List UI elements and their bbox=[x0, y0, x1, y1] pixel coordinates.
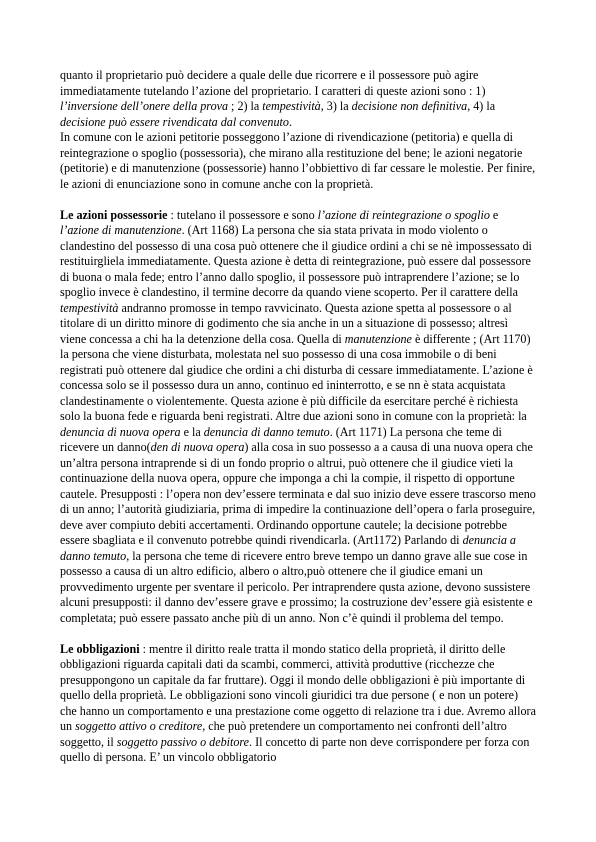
text-run: , 4) la bbox=[467, 99, 496, 113]
text-run: ) alla cosa in suo possesso a a causa di una nuova opera che un’altra persona intraprende si di un fondo proprio o altrui, può ottenere che il giudice vieti la continuazione della nuova opera, oppure che imponga a chi la compie, il rispetto di opportune cautele. Presupposti : l’opera non dev’essere terminata e dal suo inizio deve essere trascorso meno di un anno; l’autorità giudiziaria, prima di impedire la continuazione dell’opera o farla proseguire, deve aver compiuto debiti accertamenti. Ordinando opportune cautele; la decisione potrebbe essere sbagliata e il convenuto potrebbe quindi rivendicarla. (Art1172) Parlando di bbox=[60, 440, 536, 547]
text-run: . bbox=[288, 114, 292, 129]
emphasized-text: soggetto passivo o debitore bbox=[116, 734, 250, 749]
text-run: . (Art 1168) La persona che sia stata privata in modo violento o clandestino del possesso di una cosa può ottenere che il giudice ordini a chi se nè impossessato di restituirgliela immediatamente. Questa azione è detta di reintegrazione, può essere dal possessore di buona o mala fede; entro l’anno dallo spoglio, il possessore può intraprendere l’azione; se lo spoglio invece è clandestino, il termine decorre da quando viene scoperto. Per il carattere della bbox=[60, 223, 532, 299]
emphasized-text: tempestività bbox=[262, 99, 321, 113]
emphasized-text: soggetto attivo o creditore bbox=[75, 719, 203, 733]
emphasized-text: manutenzione bbox=[344, 331, 412, 346]
text-run: , la persona che teme di ricevere entro breve tempo un danno grave alle sue cose in possesso a causa di un altro edificio, albero o altro,può ottenere che il giudice emani un provvedimento urgente per sventare il pericolo. Per intraprendere qusta azione, devono sussistere alcuni presupposti: il danno dev’essere grave e prossimo; la costruzione dev’essere già esistente e completata; può essere passato anche più di un anno. Non c’è quindi il problema del tempo. bbox=[60, 548, 533, 625]
paragraph-spacer bbox=[60, 626, 536, 642]
paragraph-possessorie bbox=[60, 208, 536, 627]
text-run: : mentre il diritto reale tratta il mondo statico della proprietà, il diritto delle obbligazioni riguarda capitali dati da scambi, commerci, attività produttive (ricchezze che presuppongono un capitale da far fruttare). Oggi il mondo delle obbligazioni è più importante di quello della proprietà. Le obbligazioni sono vincoli giuridici tra due persone ( e non un potere) che hanno un comportamento e una prestazione come oggetto di relazione tra i due. Avremo allora un bbox=[60, 641, 536, 733]
emphasized-text: l’azione di manutenzione bbox=[60, 223, 182, 237]
text-run: : tutelano il possessore e sono bbox=[167, 207, 318, 222]
text-run: e la bbox=[180, 424, 204, 439]
emphasized-text: l’azione di reintegrazione o spoglio bbox=[317, 207, 490, 222]
text-run: In comune con le azioni petitorie posseggono l’azione di rivendicazione (petitoria) e quella di reintegrazione o spoglio (possessoria), che mirano alla restituzione del bene; le azioni negatorie (petitorie) e di manutenzione (possessorie) hanno l’obbiettivo di far cessare le molestie. Per finire, le azioni di enunciazione sono in comune anche con la proprietà. bbox=[60, 130, 536, 191]
emphasized-text: denuncia a danno temuto bbox=[60, 533, 516, 563]
emphasized-text: denuncia di nuova opera bbox=[60, 424, 181, 439]
emphasized-text: tempestività bbox=[60, 300, 119, 315]
paragraph-obbligazioni bbox=[60, 642, 536, 766]
emphasized-text: decisione non definitiva bbox=[351, 99, 468, 113]
text-run: . Il concetto di parte non deve corrispondere per forza con quello di persona. E’ un vincolo obbligatorio bbox=[60, 734, 530, 764]
text-run: e bbox=[489, 207, 499, 222]
text-run: quanto il proprietario può decidere a quale delle due ricorrere e il possessore può agire immediatamente tutelando l’azione del proprietario. I caratteri di queste azioni sono : 1) bbox=[60, 68, 486, 98]
document-body bbox=[60, 68, 536, 766]
paragraph-intro bbox=[60, 68, 536, 130]
text-run: ; 2) la bbox=[228, 99, 263, 113]
emphasized-text: den di nuova opera bbox=[150, 440, 245, 454]
section-heading: Le obbligazioni bbox=[60, 641, 140, 656]
text-run: , 3) la bbox=[320, 99, 352, 113]
text-run: andranno promosse in tempo ravvicinato. Questa azione spetta al possessore o al titolare di un diritto minore di godimento che sia anche in un a situazione di possesso; altresì viene concessa a chi ha la detenzione della cosa. Quella di bbox=[60, 300, 512, 346]
emphasized-text: decisione può essere rivendicata dal convenuto bbox=[60, 114, 289, 129]
text-run: , che può pretendere un comportamento nei confronti dell’altro soggetto, il bbox=[60, 719, 507, 749]
paragraph-petitorie bbox=[60, 130, 536, 192]
emphasized-text: denuncia di danno temuto bbox=[203, 424, 330, 439]
section-heading: Le azioni possessorie bbox=[60, 207, 168, 222]
emphasized-text: l’inversione dell’onere della prova bbox=[60, 99, 229, 113]
text-run: è differente ; (Art 1170) la persona che viene disturbata, molestata nel suo possesso di una cosa immobile o di beni registrati può ottenere dal giudice che ordini a chi disturba di cessare immediatamente. L’azione è concessa solo se il possesso dura un anno, continuo ed ininterrotto, e se nn è stata acquistata clandestinamente o violentemente. Questa azione è più difficile da esercitare perché è richiesta solo la buona fede e riguarda beni registrati. Altre due azioni sono in comune con la proprietà: la bbox=[60, 331, 533, 423]
text-run: . (Art 1171) La persona che teme di ricevere un danno( bbox=[60, 424, 502, 454]
paragraph-spacer bbox=[60, 192, 536, 208]
